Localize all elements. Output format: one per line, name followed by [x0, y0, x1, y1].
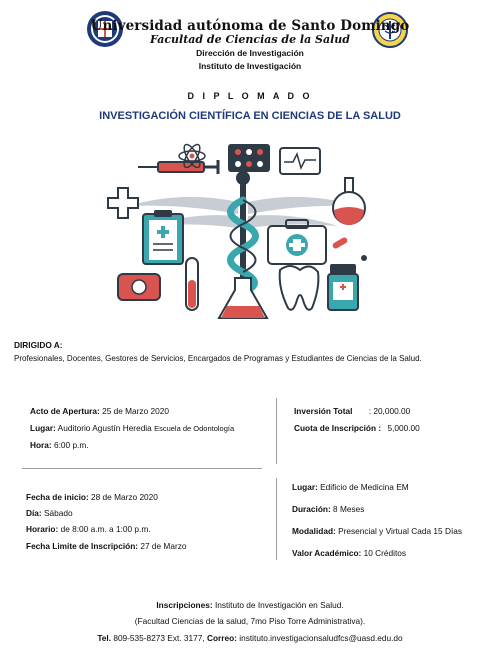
investment-value: : 20,000.00	[368, 406, 411, 416]
day-label: Día:	[26, 508, 42, 518]
opening-place-label: Lugar:	[30, 423, 56, 433]
credits-line	[292, 548, 406, 558]
opening-label: Acto de Apertura:	[30, 406, 100, 416]
schedule-label: Horario:	[26, 524, 59, 534]
day-value: Sábado	[44, 508, 73, 518]
registration-location: (Facultad Ciencias de la salud, 7mo Piso Torre Administrativa).	[134, 616, 366, 626]
start-date-value: 28 de Marzo 2020	[91, 492, 158, 502]
schedule-line	[26, 524, 151, 534]
start-date-line	[26, 492, 158, 502]
schedule-value: de 8:00 a.m. a 1:00 p.m.	[60, 524, 151, 534]
modality-line	[292, 526, 462, 536]
day-line	[26, 508, 73, 518]
contact-line	[0, 633, 500, 643]
tooth-icon	[280, 266, 319, 310]
opening-time-line	[30, 440, 89, 450]
venue-value: Edificio de Medicina EM	[320, 482, 409, 492]
opening-value: 25 de Marzo 2020	[102, 406, 169, 416]
registration-fee-value: 5,000.00	[387, 423, 420, 433]
start-date-label: Fecha de inicio:	[26, 492, 89, 502]
opening-time-value: 6:00 p.m.	[53, 440, 89, 450]
program-type: D I P L O M A D O	[187, 91, 313, 101]
registration-line	[0, 600, 500, 610]
audience-heading: DIRIGIDO A:	[14, 340, 63, 350]
opening-place-line	[30, 423, 234, 433]
registration-fee-line	[294, 423, 420, 433]
investment-label: Inversión Total	[294, 406, 353, 416]
credits-value: 10 Créditos	[363, 548, 407, 558]
opening-line	[30, 406, 169, 416]
venue-line	[292, 482, 409, 492]
pills-icon	[228, 144, 270, 172]
university-name: Universidad autónoma de Santo Domingo	[90, 18, 410, 34]
deadline-line	[26, 541, 186, 551]
test-tube-icon	[186, 258, 198, 310]
opening-time-label: Hora:	[30, 440, 52, 450]
vertical-divider-bottom	[276, 478, 277, 560]
registration-label: Inscripciones:	[156, 600, 213, 610]
opening-place-value: Auditorio Agustín Heredia	[57, 423, 152, 433]
duration-label: Duración:	[292, 504, 331, 514]
email-label: Correo:	[206, 633, 237, 643]
direction-name: Dirección de Investigación	[196, 48, 304, 58]
modality-value: Presencial y Virtual Cada 15 Días	[338, 526, 463, 536]
heart-monitor-icon	[280, 148, 320, 174]
investment-line	[294, 406, 410, 416]
credits-label: Valor Académico:	[292, 548, 362, 558]
email-link[interactable]: instituto.investigacionsaludfcs@uasd.edu.do	[239, 633, 403, 643]
horizontal-divider-left	[22, 468, 262, 469]
vertical-divider-top	[276, 398, 277, 464]
faculty-name: Facultad de Ciencias de la Salud	[149, 33, 350, 46]
phone-label: Tel.	[97, 633, 112, 643]
medical-cross-icon	[108, 188, 138, 218]
opening-place-detail: Escuela de Odontología	[154, 424, 235, 433]
duration-line	[292, 504, 364, 514]
registration-value: Instituto de Investigación en Salud.	[214, 600, 344, 610]
duration-value: 8 Meses	[333, 504, 365, 514]
deadline-value: 27 de Marzo	[140, 541, 187, 551]
medicine-bottle-icon	[328, 264, 358, 310]
syringe-icon	[138, 160, 218, 174]
deadline-label: Fecha Limite de Inscripción:	[26, 541, 139, 551]
registration-fee-label: Cuota de Inscripción :	[294, 423, 382, 433]
erlenmeyer-flask-icon	[219, 278, 267, 318]
venue-label: Lugar:	[292, 482, 318, 492]
audience-text: Profesionales, Docentes, Gestores de Servicios, Encargados de Programas y Estudiantes de Ciencias de la Salud.	[14, 354, 422, 363]
phone-value[interactable]: 809-535-8273 Ext. 3177,	[113, 633, 205, 643]
first-aid-kit-icon	[268, 220, 326, 264]
phone-icon	[118, 274, 160, 300]
modality-label: Modalidad:	[292, 526, 336, 536]
clipboard-icon	[143, 210, 183, 264]
institute-name: Instituto de Investigación	[198, 61, 302, 71]
program-title: INVESTIGACIÓN CIENTÍFICA EN CIENCIAS DE LA SALUD	[99, 110, 401, 122]
round-flask-icon	[333, 178, 365, 225]
medical-illustration	[88, 140, 398, 325]
pill-capsules-icon	[332, 236, 367, 261]
